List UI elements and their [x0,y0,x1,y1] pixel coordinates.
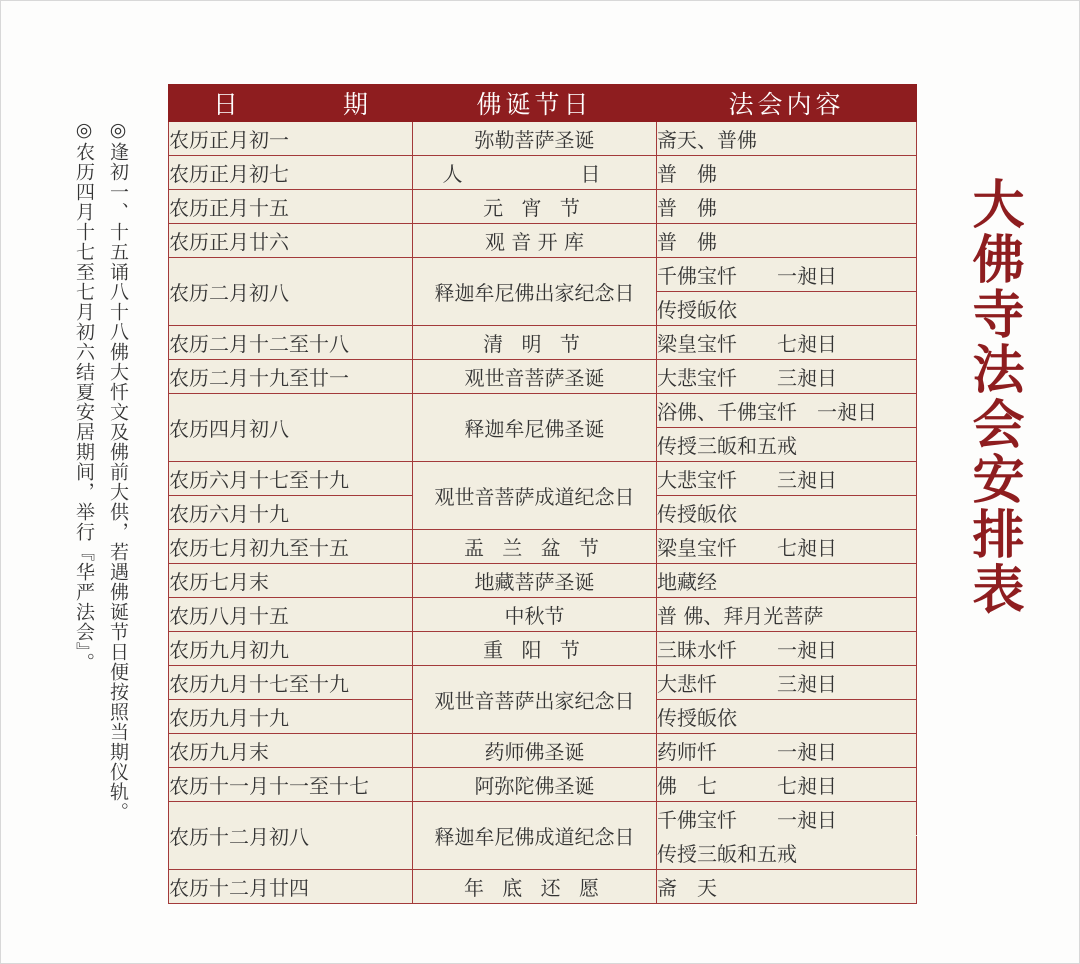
header-festival: 佛诞节日 [413,85,657,122]
table-row [169,462,917,496]
content-cell: 千佛宝忏 一昶日 [657,258,917,292]
festival-cell: 释迦牟尼佛成道纪念日 [413,802,657,870]
table-row [169,122,917,156]
content-cell: 药师忏 一昶日 [657,734,917,768]
table-row [169,224,917,258]
date-cell: 农历八月十五 [169,598,413,632]
festival-cell: 重 阳 节 [413,632,657,666]
festival-cell: 药师佛圣诞 [413,734,657,768]
table-row [169,156,917,190]
table-row [169,598,917,632]
date-cell: 农历九月末 [169,734,413,768]
date-cell: 农历正月十五 [169,190,413,224]
content-cell: 斋 天 [657,870,917,904]
table-row [169,632,917,666]
table-row [169,734,917,768]
date-cell: 农历九月十九 [169,700,413,734]
date-cell: 农历十二月初八 [169,802,413,870]
content-cell: 传授皈依 [657,700,917,734]
festival-cell: 弥勒菩萨圣诞 [413,122,657,156]
date-cell: 农历六月十七至十九 [169,462,413,496]
festival-cell: 人 日 [413,156,657,190]
content-cell: 千佛宝忏 一昶日 [657,802,917,836]
festival-cell: 阿弥陀佛圣诞 [413,768,657,802]
date-cell: 农历九月初九 [169,632,413,666]
date-cell: 农历七月末 [169,564,413,598]
header-date: 日 期 [169,85,413,122]
content-cell: 梁皇宝忏 七昶日 [657,326,917,360]
ceremony-schedule-table [168,84,917,904]
festival-cell: 观世音菩萨出家纪念日 [413,666,657,734]
table-row [169,326,917,360]
table-row [169,258,917,292]
content-cell: 三昧水忏 一昶日 [657,632,917,666]
table-row [169,802,917,836]
festival-cell: 观世音菩萨圣诞 [413,360,657,394]
content-cell: 斋天、普佛 [657,122,917,156]
table-row [169,564,917,598]
date-cell: 农历十一月十一至十七 [169,768,413,802]
header-content: 法会内容 [657,85,917,122]
content-cell: 传授皈依 [657,496,917,530]
content-cell: 普 佛、拜月光菩萨 [657,598,917,632]
table-row [169,530,917,564]
content-cell: 普 佛 [657,224,917,258]
date-cell: 农历十二月廿四 [169,870,413,904]
date-cell: 农历七月初九至十五 [169,530,413,564]
content-cell: 地藏经 [657,564,917,598]
date-cell: 农历九月十七至十九 [169,666,413,700]
festival-cell: 地藏菩萨圣诞 [413,564,657,598]
content-cell: 浴佛、千佛宝忏 一昶日 [657,394,917,428]
festival-cell: 元 宵 节 [413,190,657,224]
content-cell: 普 佛 [657,190,917,224]
table-header-row [169,85,917,122]
date-cell: 农历二月十九至廿一 [169,360,413,394]
content-cell: 普 佛 [657,156,917,190]
table-row [169,768,917,802]
festival-cell: 观 音 开 库 [413,224,657,258]
date-cell: 农历二月十二至十八 [169,326,413,360]
table-row [169,360,917,394]
content-cell: 大悲宝忏 三昶日 [657,360,917,394]
festival-cell: 释迦牟尼佛出家纪念日 [413,258,657,326]
date-cell: 农历四月初八 [169,394,413,462]
date-cell: 农历六月十九 [169,496,413,530]
festival-cell: 释迦牟尼佛圣诞 [413,394,657,462]
content-cell: 传授三皈和五戒 [657,428,917,462]
date-cell: 农历正月初七 [169,156,413,190]
content-cell: 佛 七 七昶日 [657,768,917,802]
table-row [169,190,917,224]
festival-cell: 盂 兰 盆 节 [413,530,657,564]
date-cell: 农历正月初一 [169,122,413,156]
table-row [169,870,917,904]
note-second: ◎农历四月十七至七月初六结夏安居期间，举行『华严法会』。 [73,119,95,673]
content-cell: 大悲忏 三昶日 [657,666,917,700]
table-row [169,394,917,428]
festival-cell: 年 底 还 愿 [413,870,657,904]
page-title: 大佛寺法会安排表 [963,177,1023,617]
festival-cell: 中秋节 [413,598,657,632]
date-cell: 农历正月廿六 [169,224,413,258]
content-cell: 大悲宝忏 三昶日 [657,462,917,496]
content-cell: 传授三皈和五戒 [657,836,917,870]
festival-cell: 观世音菩萨成道纪念日 [413,462,657,530]
table-row [169,666,917,700]
content-cell: 梁皇宝忏 七昶日 [657,530,917,564]
date-cell: 农历二月初八 [169,258,413,326]
note-first: ◎逢初一、十五诵八十八佛大忏文及佛前大供，若遇佛诞节日便按照当期仪轨。 [107,119,129,822]
content-cell: 传授皈依 [657,292,917,326]
festival-cell: 清 明 节 [413,326,657,360]
